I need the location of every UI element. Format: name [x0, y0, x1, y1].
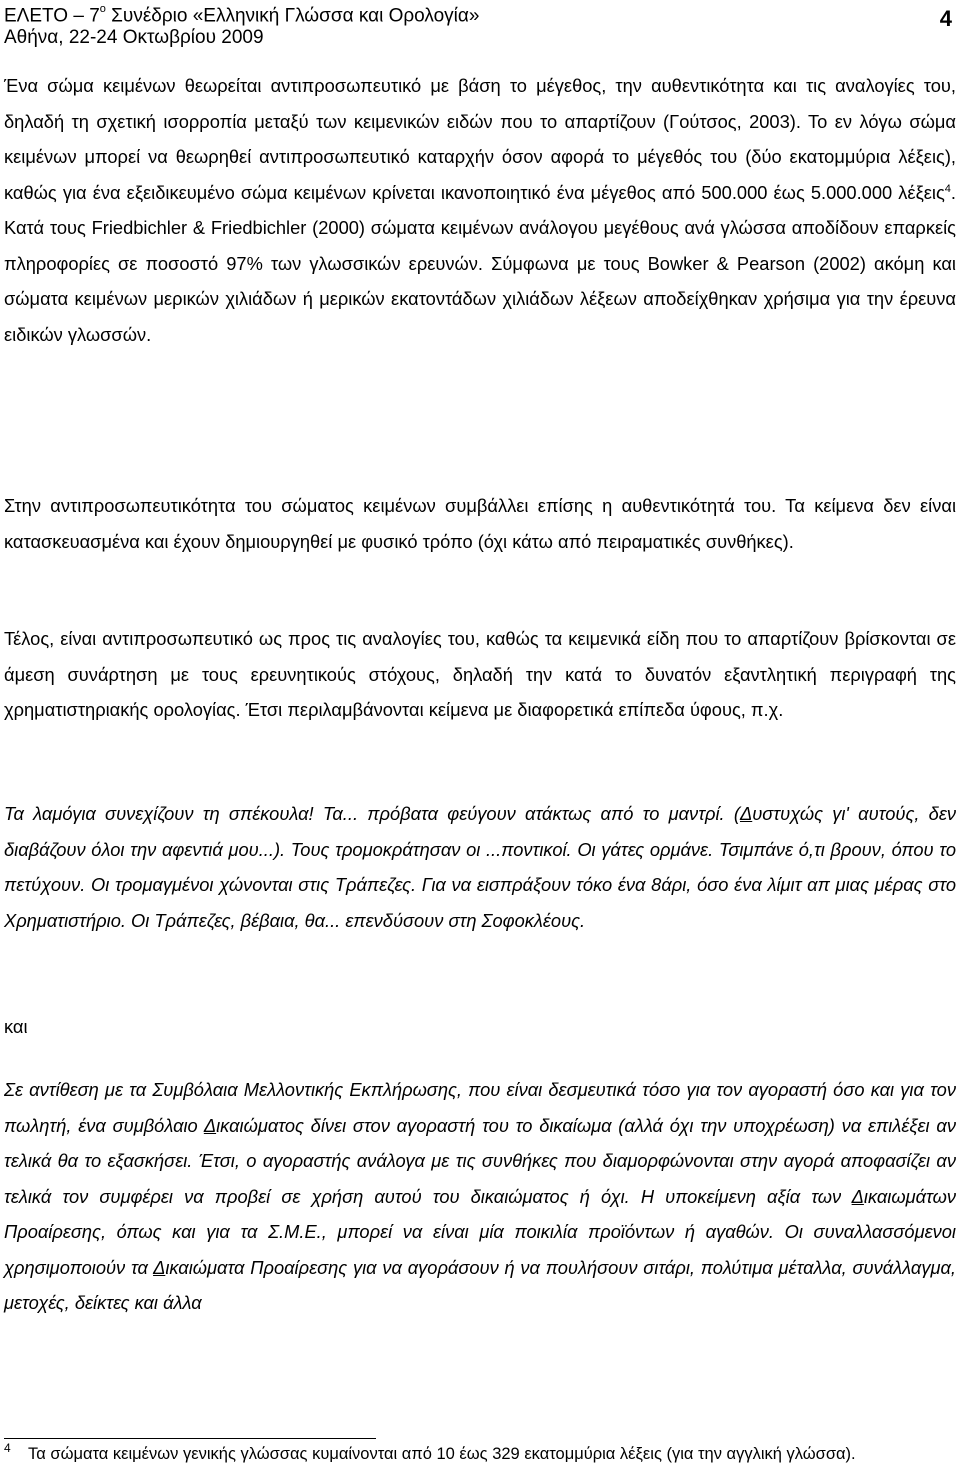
example-quote-formal	[4, 1072, 956, 1321]
quote-text: ικαιωμάτων Προαίρεσης, όπως και για τα Σ.Μ.Ε., μπορεί να είναι μία ποικιλία προϊόντων ή αγαθών. Οι συναλλασσόμενοι χρησιμοποιούν τα	[4, 1185, 956, 1278]
footnote-text: Τα σώματα κειμένων γενικής γλώσσας κυμαίνονται από 10 έως 329 εκατομμύρια λέξεις (για την αγγλική γλώσσα).	[28, 1445, 856, 1463]
quote-text: Τα λαμόγια συνεχίζουν τη σπέκουλα! Τα... πρόβατα φεύγουν ατάκτως από το μαντρί. (	[4, 803, 740, 824]
paragraph-representativeness	[4, 68, 956, 352]
paragraph-authenticity: Στην αντιπροσωπευτικότητα του σώματος κειμένων συμβάλλει επίσης η αυθεντικότητά του. Τα κείμενα δεν είναι κατασκευασμένα και έχουν δημιουργηθεί με φυσικό τρόπο (όχι κάτω από πειραματικές συνθήκες).	[4, 495, 956, 552]
underlined-letter: Δ	[153, 1256, 166, 1278]
example-quote-informal	[4, 796, 956, 938]
page-header	[4, 0, 956, 50]
quote-text: Σε αντίθεση με τα Συμβόλαια Μελλοντικής Εκπλήρωσης, που είναι δεσμευτικά τόσο για τον αγοραστή όσο και για τον πωλητή, ένα συμβόλαιο	[4, 1079, 956, 1136]
header-location-date: Αθήνα, 22-24 Οκτωβρίου 2009	[4, 27, 264, 49]
header-ordinal-superscript: ο	[99, 3, 106, 15]
connector-word: και	[4, 1016, 28, 1037]
paragraph-text: . Κατά τους Friedbichler & Friedbichler (2000) σώματα κειμένων ανάλογου μεγέθους ανά γλώσσα αποδίδουν επαρκείς πληροφορίες σε ποσοστό 97% των γλωσσικών ερευνών. Σύμφωνα με τους Bowker & Pearson (2002) ακόμη και σώματα κειμένων μερικών χιλιάδων ή μερικών εκατοντάδων χιλιάδων λέξεων αποδείχθηκαν χρήσιμα για την έρευνα ειδικών γλωσσών.	[4, 181, 956, 345]
paragraph-text: Ένα σώμα κειμένων θεωρείται αντιπροσωπευτικό με βάση το μέγεθος, την αυθεντικότητα και τις αναλογίες του, δηλαδή τη σχετική ισορροπία μεταξύ των κειμενικών ειδών που το απαρτίζουν (Γούτσος, 2003). Το εν λόγω σώμα κειμένων μπορεί να θεωρηθεί αντιπροσωπευτικό καταρχήν όσον αφορά το μέγεθός του (δύο εκατομμύρια λέξεις), καθώς για ένα εξειδικευμένο σώμα κειμένων κρίνεται ικανοποιητικό ένα μέγεθος από 500.000 έως 5.000.000 λέξεις	[4, 75, 956, 203]
footnote-number: 4	[4, 1441, 11, 1455]
underlined-letter: Δ	[851, 1185, 864, 1207]
page-number: 4	[939, 6, 952, 31]
quote-text: υστυχώς γι' αυτούς, δεν διαβάζουν όλοι την αφεντιά μου...). Τους τρομοκράτησαν οι ...ποντικοί. Οι γάτες ορμάνε. Τσιμπάνε ό,τι βρουν, όπου το πετύχουν. Οι τρομαγμένοι χώνονται στις Τράπεζες. Για να εισπράξουν τόκο ένα 8άρι, όσο ένα λίμιτ απ μιας μέρας στο Χρηματιστήριο. Οι Τράπεζες, βέβαια, θα... επενδύσουν στη Σοφοκλέους.	[4, 803, 956, 931]
paragraph-proportions: Τέλος, είναι αντιπροσωπευτικό ως προς τις αναλογίες του, καθώς τα κειμενικά είδη που το απαρτίζουν βρίσκονται σε άμεση συνάρτηση με τους ερευνητικούς στόχους, δηλαδή την κατά το δυνατόν εξαντλητική περιγραφή της χρηματιστηριακής ορολογίας. Έτσι περιλαμβάνονται κείμενα με διαφορετικά επίπεδα ύφους, π.χ.	[4, 628, 956, 720]
quote-text: ικαιώματα Προαίρεσης για να αγοράσουν ή να πουλήσουν σιτάρι, πολύτιμα μέταλλα, συνάλλαγμα, μετοχές, δείκτες και άλλα	[4, 1256, 956, 1313]
footnote-divider	[4, 1438, 376, 1439]
header-conference-title	[4, 0, 956, 27]
footnote-reference[interactable]: 4	[944, 182, 951, 195]
header-title-part: ΕΛΕΤΟ – 7	[4, 5, 100, 27]
underlined-letter: Δ	[203, 1114, 217, 1136]
footnote	[4, 1441, 956, 1465]
underlined-letter: Δ	[739, 803, 753, 824]
quote-text: ικαιώματος δίνει στον αγοραστή του το δικαίωμα (αλλά όχι την υποχρέωση) να επιλέξει αν τελικά θα το εξασκήσει. Έτσι, ο αγοραστής ανάλογα με τις συνθήκες που διαμορφώνονται στην αγορά αποφασίζει αν τελικά τον συμφέρει να προβεί σε χρήση αυτού του δικαιώματος ή όχι. Η υποκείμενη αξία των	[4, 1114, 956, 1207]
header-title-rest: Συνέδριο «Ελληνική Γλώσσα και Ορολογία»	[105, 5, 480, 27]
